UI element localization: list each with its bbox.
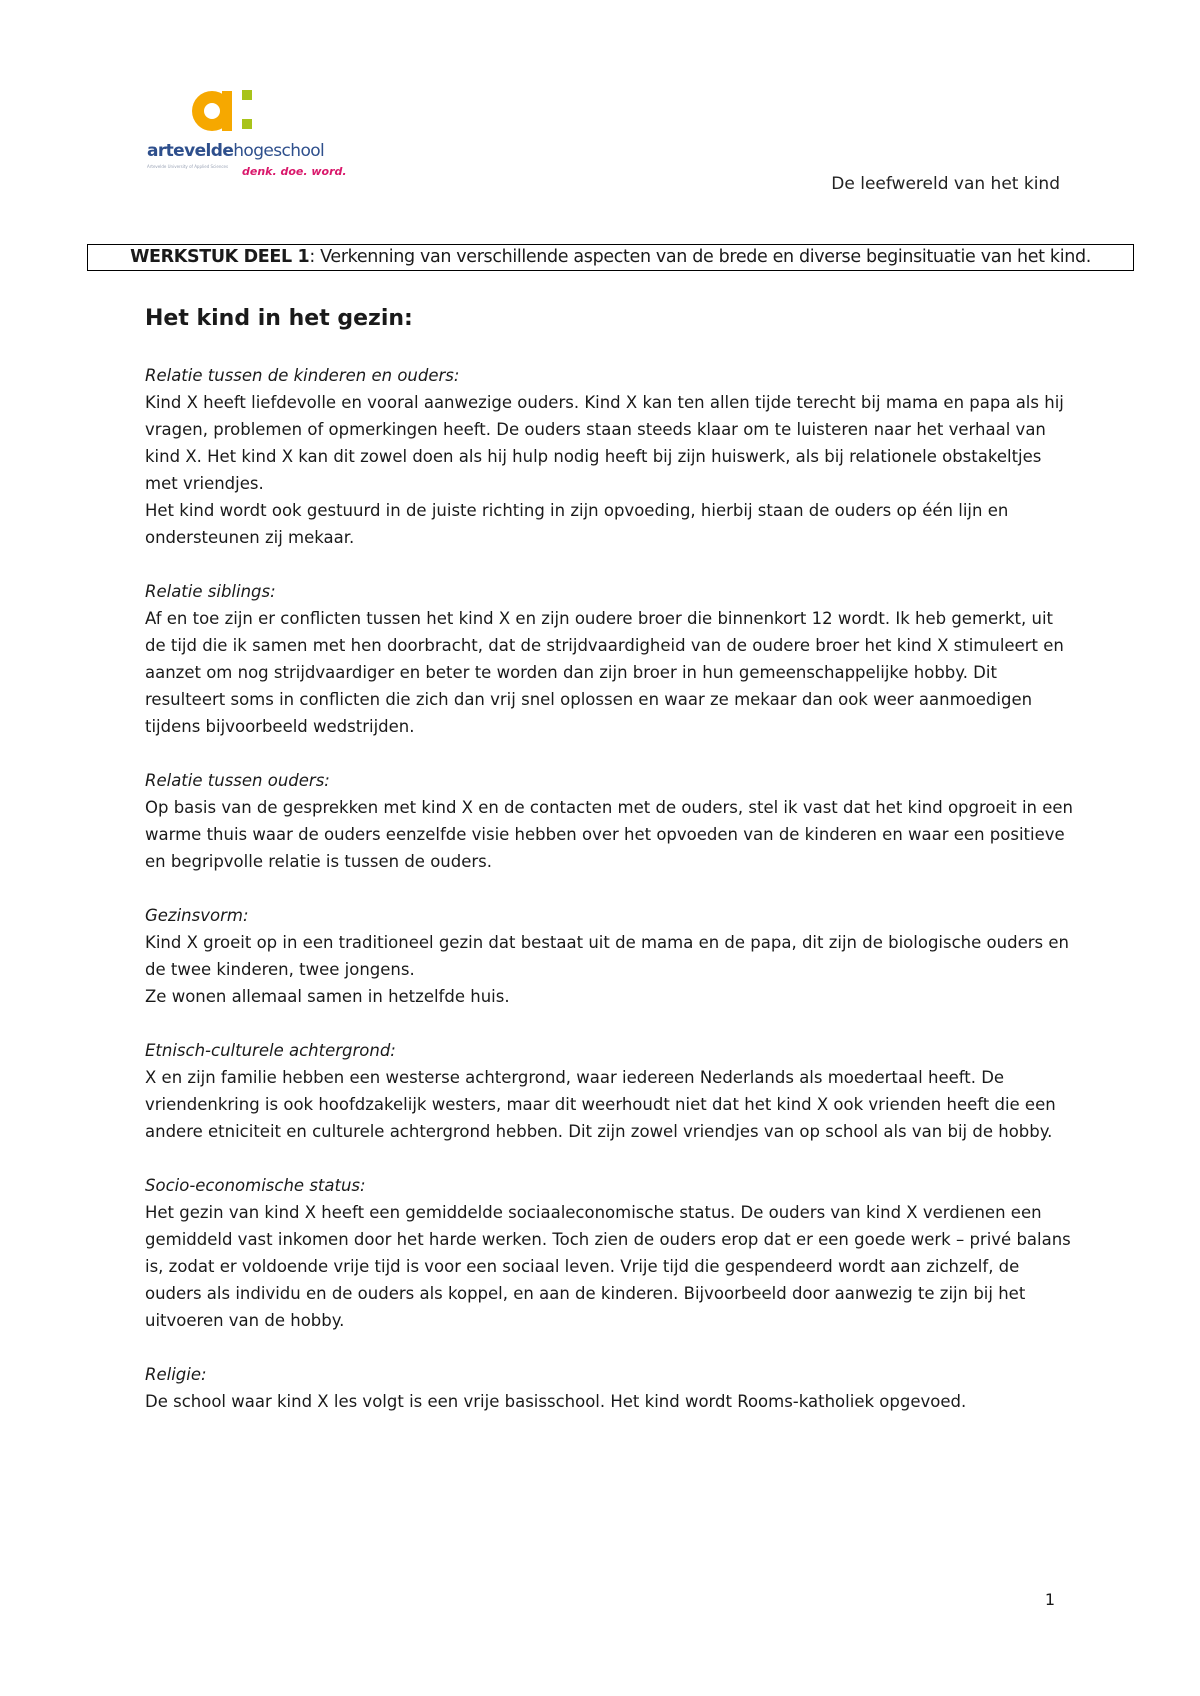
section-block [145,362,1075,551]
section-block [145,767,1075,875]
artevelde-logo-icon [192,88,272,138]
artevelde-logo [147,88,347,183]
section-block [145,578,1075,740]
header-title: De leefwereld van het kind [831,174,1060,194]
assignment-title-bold: WERKSTUK DEEL 1 [130,247,310,267]
logo-wordmark: arteveldehogeschool [147,141,325,161]
section-block [145,1361,1075,1415]
subheading: Relatie siblings: [145,582,276,601]
section-block [145,1172,1075,1334]
paragraph: Het kind wordt ook gestuurd in de juiste richting in zijn opvoeding, hierbij staan de ouders op één lijn en ondersteunen zij mekaar. [145,501,1009,547]
document-content [145,304,1075,1442]
subheading: Socio-economische status: [145,1176,366,1195]
paragraph: Kind X groeit op in een traditioneel gezin dat bestaat uit de mama en de papa, dit zijn de biologische ouders en de twee kinderen, twee jongens. [145,933,1069,979]
paragraph: X en zijn familie hebben een westerse achtergrond, waar iedereen Nederlands als moedertaal heeft. De vriendenkring is ook hoofdzakelijk westers, maar dit weerhoudt niet dat het kind X ook vrienden heeft die een andere etniciteit en culturele achtergrond hebben. Dit zijn zowel vriendjes van op school als van bij de hobby. [145,1068,1056,1141]
paragraph: Af en toe zijn er conflicten tussen het kind X en zijn oudere broer die binnenkort 12 wordt. Ik heb gemerkt, uit de tijd die ik samen met hen doorbracht, dat de strijdvaardigheid van de oudere broer het kind X stimuleert en aanzet om nog strijdvaardiger en beter te worden dan zijn broer in hun gemeenschappelijke hobby. Dit resulteert soms in conflicten die zich dan vrij snel oplossen en waar ze mekaar dan ook weer aanmoedigen tijdens bijvoorbeeld wedstrijden. [145,609,1064,736]
paragraph: Op basis van de gesprekken met kind X en de contacten met de ouders, stel ik vast dat het kind opgroeit in een warme thuis waar de ouders eenzelfde visie hebben over het opvoeden van de kinderen en waar een positieve en begripvolle relatie is tussen de ouders. [145,798,1073,871]
subheading: Relatie tussen ouders: [145,771,330,790]
paragraph: Kind X heeft liefdevolle en vooral aanwezige ouders. Kind X kan ten allen tijde terecht bij mama en papa als hij vragen, problemen of opmerkingen heeft. De ouders staan steeds klaar om te luisteren naar het verhaal van kind X. Het kind X kan dit zowel doen als hij hulp nodig heeft bij zijn huiswerk, als bij relationele obstakeltjes met vriendjes. [145,393,1064,493]
section-block [145,1037,1075,1145]
section-heading: Het kind in het gezin: [145,306,413,331]
subheading: Etnisch-culturele achtergrond: [145,1041,396,1060]
subheading: Relatie tussen de kinderen en ouders: [145,366,460,385]
section-blocks [145,362,1075,1415]
paragraph: De school waar kind X les volgt is een vrije basisschool. Het kind wordt Rooms-katholiek opgevoed. [145,1392,967,1411]
subheading: Gezinsvorm: [145,906,249,925]
paragraph: Ze wonen allemaal samen in hetzelfde huis. [145,987,510,1006]
assignment-title [87,244,1134,271]
subheading: Religie: [145,1365,207,1384]
logo-tagline: denk. doe. word. [242,165,347,178]
logo-subtext: Artevelde University of Applied Sciences [147,164,229,169]
page-number: 1 [1044,1590,1055,1609]
section-block [145,902,1075,1010]
paragraph: Het gezin van kind X heeft een gemiddelde sociaaleconomische status. De ouders van kind X verdienen een gemiddeld vast inkomen door het harde werken. Toch zien de ouders erop dat er een goede werk – privé balans is, zodat er voldoende vrije tijd is voor een sociaal leven. Vrije tijd die gespendeerd wordt aan zichzelf, de ouders als individu en de ouders als koppel, en aan de kinderen. Bijvoorbeeld door aanwezig te zijn bij het uitvoeren van de hobby. [145,1203,1071,1330]
assignment-title-rest: : Verkenning van verschillende aspecten van de brede en diverse beginsituatie van het kind. [309,247,1091,267]
